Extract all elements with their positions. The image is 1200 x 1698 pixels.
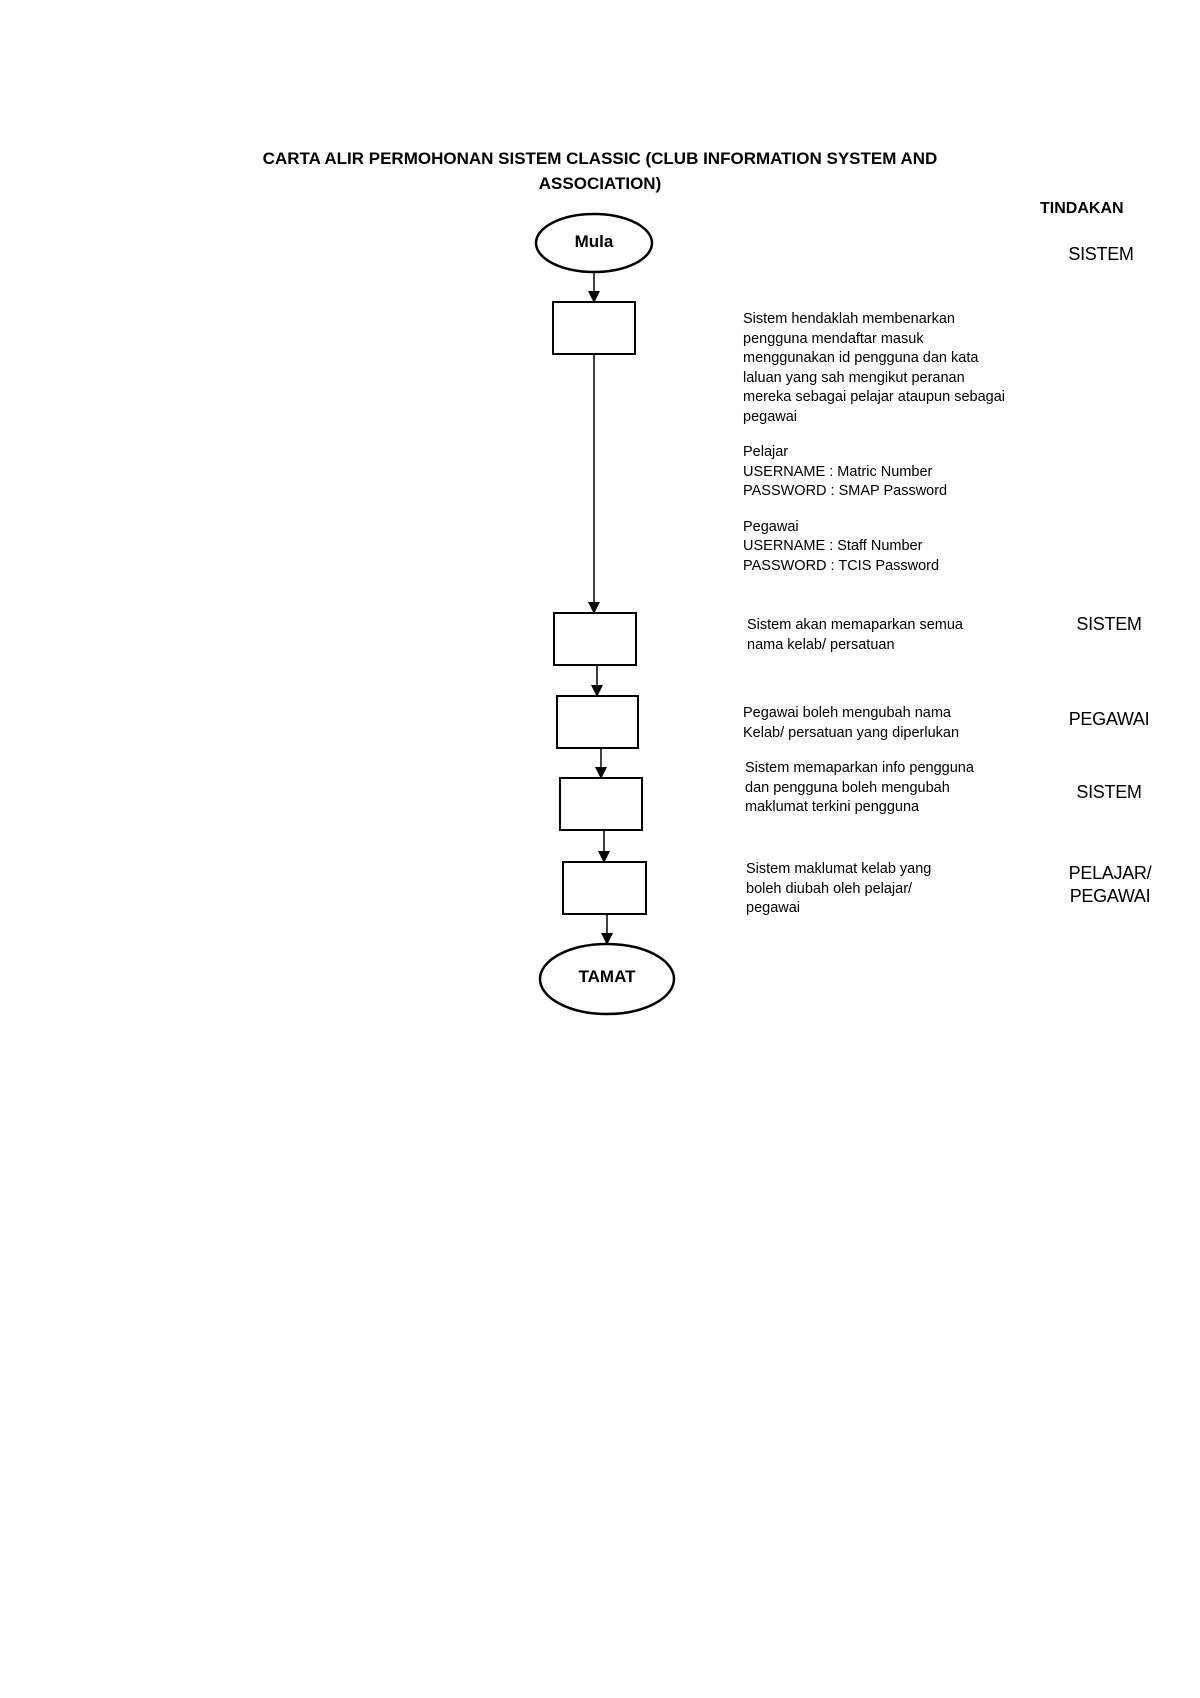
process-box-5 — [563, 862, 646, 914]
process-box-3 — [557, 696, 638, 748]
pelajar-label: Pelajar — [743, 444, 789, 460]
actor-step-4: SISTEM — [1076, 782, 1142, 802]
step-1-text: Sistem hendaklah membenarkan pengguna mendaftar masuk menggunakan id pengguna dan kata laluan yang sah mengikut peranan mereka sebagai pelajar ataupun sebagai pegawai — [743, 311, 1005, 425]
process-box-4 — [560, 778, 642, 830]
title-line-1: CARTA ALIR PERMOHONAN SISTEM CLASSIC (CLUB INFORMATION SYSTEM AND — [262, 149, 938, 168]
page-title — [150, 146, 1050, 196]
step-1-description — [743, 310, 1013, 576]
process-box-2 — [554, 613, 636, 665]
actor-step-2: SISTEM — [1076, 614, 1142, 634]
start-terminal-label: Mula — [574, 232, 614, 251]
step-5-description: Sistem maklumat kelab yang boleh diubah oleh pelajar/ pegawai — [746, 861, 932, 916]
pelajar-username: USERNAME : Matric Number — [743, 463, 933, 480]
pegawai-label: Pegawai — [743, 518, 799, 535]
pegawai-username: USERNAME : Staff Number — [743, 538, 923, 554]
pelajar-password: PASSWORD : SMAP Password — [743, 483, 948, 499]
step-2-description: Sistem akan memaparkan semua nama kelab/ persatuan — [747, 617, 963, 653]
step-3-description: Pegawai boleh mengubah nama Kelab/ persatuan yang diperlukan — [743, 705, 960, 741]
actor-step-5: PELAJAR/ PEGAWAI — [1068, 863, 1152, 906]
title-line-2: ASSOCIATION) — [538, 174, 662, 193]
process-box-1 — [553, 302, 635, 354]
tindakan-header: TINDAKAN — [1040, 200, 1124, 217]
pegawai-password: PASSWORD : TCIS Password — [743, 557, 940, 574]
actor-step-1: SISTEM — [1068, 244, 1134, 264]
step-4-description: Sistem memaparkan info pengguna dan pengguna boleh mengubah maklumat terkini pengguna — [745, 760, 974, 815]
actor-step-3: PEGAWAI — [1068, 709, 1150, 729]
end-terminal-label: TAMAT — [578, 967, 636, 986]
